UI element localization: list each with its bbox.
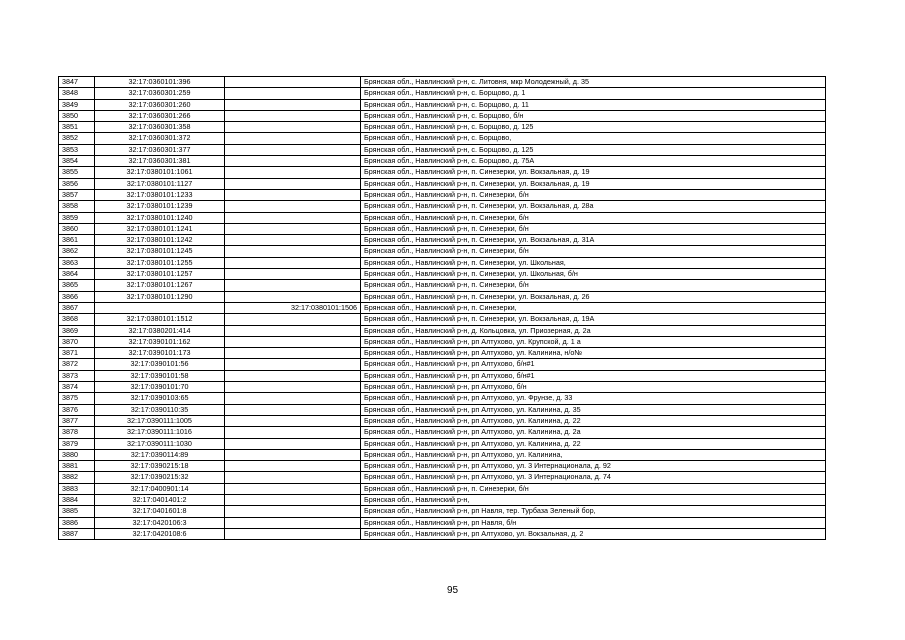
table-row [59,88,826,99]
cadastral-number-alt-cell [225,88,361,99]
address-cell: Брянская обл., Навлинский р-н, п. Синезерки, б/н [361,246,826,257]
row-number-cell: 3861 [59,235,95,246]
cadastral-number-alt-cell [225,472,361,483]
row-number-cell: 3884 [59,494,95,505]
address-cell: Брянская обл., Навлинский р-н, рп Алтухово, ул. Калинина, д. 22 [361,438,826,449]
row-number-cell: 3878 [59,427,95,438]
table-row [59,257,826,268]
row-number-cell: 3853 [59,144,95,155]
cadastral-number-cell: 32:17:0360301:259 [95,88,225,99]
cadastral-number-cell: 32:17:0380101:1512 [95,314,225,325]
row-number-cell: 3874 [59,382,95,393]
row-number-cell: 3877 [59,415,95,426]
cadastral-number-cell: 32:17:0390114:89 [95,449,225,460]
cadastral-number-cell: 32:17:0390111:1030 [95,438,225,449]
address-cell: Брянская обл., Навлинский р-н, рп Алтухово, ул. Фрунзе, д. 33 [361,393,826,404]
address-cell: Брянская обл., Навлинский р-н, п. Синезерки, ул. Вокзальная, д. 19 [361,167,826,178]
cadastral-number-alt-cell [225,449,361,460]
table-row [59,359,826,370]
address-cell: Брянская обл., Навлинский р-н, рп Алтухово, ул. Крупской, д. 1 а [361,336,826,347]
cadastral-number-cell: 32:17:0390101:56 [95,359,225,370]
row-number-cell: 3875 [59,393,95,404]
table-row [59,472,826,483]
row-number-cell: 3887 [59,528,95,539]
table-row [59,99,826,110]
row-number-cell: 3870 [59,336,95,347]
row-number-cell: 3863 [59,257,95,268]
cadastral-number-alt-cell [225,359,361,370]
cadastral-number-cell: 32:17:0390101:70 [95,382,225,393]
address-cell: Брянская обл., Навлинский р-н, с. Литовня, мкр Молодежный, д. 35 [361,77,826,88]
cadastral-number-cell: 32:17:0400901:14 [95,483,225,494]
cadastral-number-alt-cell [225,325,361,336]
registry-table [58,76,826,540]
cadastral-number-alt-cell [225,291,361,302]
cadastral-number-cell: 32:17:0390111:1016 [95,427,225,438]
cadastral-number-cell: 32:17:0360301:358 [95,122,225,133]
cadastral-number-alt-cell [225,461,361,472]
row-number-cell: 3886 [59,517,95,528]
row-number-cell: 3854 [59,156,95,167]
address-cell: Брянская обл., Навлинский р-н, рп Алтухово, ул. Калинина, д. 35 [361,404,826,415]
row-number-cell: 3873 [59,370,95,381]
table-row [59,246,826,257]
cadastral-number-alt-cell [225,517,361,528]
cadastral-number-cell: 32:17:0360301:372 [95,133,225,144]
table-row [59,302,826,313]
table-row [59,189,826,200]
cadastral-number-alt-cell: 32:17:0380101:1506 [225,302,361,313]
row-number-cell: 3858 [59,201,95,212]
address-cell: Брянская обл., Навлинский р-н, рп Алтухово, ул. Калинина, [361,449,826,460]
address-cell: Брянская обл., Навлинский р-н, п. Синезерки, ул. Вокзальная, д. 28а [361,201,826,212]
cadastral-number-alt-cell [225,269,361,280]
cadastral-number-cell: 32:17:0401601:8 [95,506,225,517]
table-row [59,370,826,381]
cadastral-number-cell: 32:17:0380101:1241 [95,223,225,234]
address-cell: Брянская обл., Навлинский р-н, с. Борщово, д. 125 [361,144,826,155]
table-row [59,156,826,167]
table-row [59,517,826,528]
cadastral-number-cell: 32:17:0390101:173 [95,348,225,359]
cadastral-number-alt-cell [225,370,361,381]
table-row [59,167,826,178]
row-number-cell: 3847 [59,77,95,88]
row-number-cell: 3852 [59,133,95,144]
cadastral-number-cell: 32:17:0390215:18 [95,461,225,472]
table-row [59,223,826,234]
cadastral-number-alt-cell [225,506,361,517]
cadastral-number-alt-cell [225,223,361,234]
cadastral-number-alt-cell [225,144,361,155]
row-number-cell: 3862 [59,246,95,257]
table-row [59,528,826,539]
cadastral-number-alt-cell [225,156,361,167]
table-row [59,494,826,505]
address-cell: Брянская обл., Навлинский р-н, п. Синезерки, б/н [361,223,826,234]
cadastral-number-alt-cell [225,314,361,325]
cadastral-number-alt-cell [225,167,361,178]
cadastral-number-cell: 32:17:0401401:2 [95,494,225,505]
table-row [59,404,826,415]
address-cell: Брянская обл., Навлинский р-н, рп Алтухово, б/н [361,382,826,393]
row-number-cell: 3879 [59,438,95,449]
table-row [59,461,826,472]
cadastral-number-cell: 32:17:0380101:1257 [95,269,225,280]
cadastral-number-cell: 32:17:0360301:260 [95,99,225,110]
table-row [59,483,826,494]
table-row [59,201,826,212]
cadastral-number-alt-cell [225,393,361,404]
cadastral-number-cell: 32:17:0380101:1239 [95,201,225,212]
cadastral-number-alt-cell [225,382,361,393]
table-row [59,427,826,438]
address-cell: Брянская обл., Навлинский р-н, с. Борщово, [361,133,826,144]
cadastral-number-cell: 32:17:0360301:266 [95,110,225,121]
address-cell: Брянская обл., Навлинский р-н, п. Синезерки, ул. Школьная, б/н [361,269,826,280]
table-row [59,449,826,460]
cadastral-number-alt-cell [225,212,361,223]
cadastral-number-cell: 32:17:0420108:6 [95,528,225,539]
cadastral-number-cell: 32:17:0380101:1267 [95,280,225,291]
table-row [59,133,826,144]
cadastral-number-cell: 32:17:0380101:1127 [95,178,225,189]
table-row [59,212,826,223]
address-cell: Брянская обл., Навлинский р-н, п. Синезерки, б/н [361,280,826,291]
row-number-cell: 3880 [59,449,95,460]
address-cell: Брянская обл., Навлинский р-н, п. Синезерки, ул. Вокзальная, д. 31А [361,235,826,246]
cadastral-number-cell: 32:17:0390101:162 [95,336,225,347]
table-row [59,291,826,302]
address-cell: Брянская обл., Навлинский р-н, п. Синезерки, ул. Вокзальная, д. 19 [361,178,826,189]
table-row [59,438,826,449]
address-cell: Брянская обл., Навлинский р-н, рп Алтухово, ул. 3 Интернационала, д. 92 [361,461,826,472]
cadastral-number-cell: 32:17:0360301:381 [95,156,225,167]
address-cell: Брянская обл., Навлинский р-н, с. Борщово, д. 1 [361,88,826,99]
address-cell: Брянская обл., Навлинский р-н, п. Синезерки, ул. Вокзальная, д. 26 [361,291,826,302]
cadastral-number-alt-cell [225,99,361,110]
cadastral-number-alt-cell [225,178,361,189]
cadastral-number-alt-cell [225,280,361,291]
address-cell: Брянская обл., Навлинский р-н, рп Алтухово, ул. Калинина, д. 2а [361,427,826,438]
address-cell: Брянская обл., Навлинский р-н, рп Алтухово, ул. Калинина, н/о№ [361,348,826,359]
cadastral-number-alt-cell [225,427,361,438]
address-cell: Брянская обл., Навлинский р-н, д. Кольцовка, ул. Приозерная, д. 2а [361,325,826,336]
row-number-cell: 3869 [59,325,95,336]
address-cell: Брянская обл., Навлинский р-н, рп Алтухово, б/н#1 [361,370,826,381]
table-row [59,110,826,121]
cadastral-number-alt-cell [225,415,361,426]
cadastral-number-alt-cell [225,257,361,268]
row-number-cell: 3868 [59,314,95,325]
cadastral-number-alt-cell [225,110,361,121]
address-cell: Брянская обл., Навлинский р-н, рп Алтухово, ул. Калинина, д. 22 [361,415,826,426]
row-number-cell: 3876 [59,404,95,415]
table-row [59,314,826,325]
cadastral-number-cell: 32:17:0360301:377 [95,144,225,155]
address-cell: Брянская обл., Навлинский р-н, рп Алтухово, б/н#1 [361,359,826,370]
cadastral-number-alt-cell [225,133,361,144]
row-number-cell: 3859 [59,212,95,223]
cadastral-number-alt-cell [225,122,361,133]
table-row [59,269,826,280]
address-cell: Брянская обл., Навлинский р-н, рп Алтухово, ул. 3 Интернационала, д. 74 [361,472,826,483]
row-number-cell: 3856 [59,178,95,189]
row-number-cell: 3885 [59,506,95,517]
cadastral-number-alt-cell [225,235,361,246]
address-cell: Брянская обл., Навлинский р-н, рп Навля, тер. Турбаза Зеленый бор, [361,506,826,517]
address-cell: Брянская обл., Навлинский р-н, с. Борщово, д. 125 [361,122,826,133]
table-row [59,178,826,189]
table-row [59,280,826,291]
row-number-cell: 3849 [59,99,95,110]
page-number: 95 [446,585,459,596]
table-row [59,415,826,426]
address-cell: Брянская обл., Навлинский р-н, с. Борщово, д. 11 [361,99,826,110]
registry-table-body [59,77,826,540]
cadastral-number-cell: 32:17:0420106:3 [95,517,225,528]
cadastral-number-cell: 32:17:0380201:414 [95,325,225,336]
cadastral-number-cell: 32:17:0380101:1255 [95,257,225,268]
cadastral-number-cell: 32:17:0390215:32 [95,472,225,483]
address-cell: Брянская обл., Навлинский р-н, рп Навля, б/н [361,517,826,528]
table-row [59,393,826,404]
cadastral-number-cell [95,302,225,313]
cadastral-number-cell: 32:17:0390110:35 [95,404,225,415]
address-cell: Брянская обл., Навлинский р-н, с. Борщово, д. 75А [361,156,826,167]
row-number-cell: 3871 [59,348,95,359]
table-row [59,235,826,246]
cadastral-number-alt-cell [225,483,361,494]
row-number-cell: 3872 [59,359,95,370]
cadastral-number-cell: 32:17:0380101:1233 [95,189,225,200]
address-cell: Брянская обл., Навлинский р-н, с. Борщово, б/н [361,110,826,121]
cadastral-number-alt-cell [225,438,361,449]
address-cell: Брянская обл., Навлинский р-н, п. Синезерки, ул. Школьная, [361,257,826,268]
table-row [59,336,826,347]
row-number-cell: 3866 [59,291,95,302]
cadastral-number-cell: 32:17:0390101:58 [95,370,225,381]
address-cell: Брянская обл., Навлинский р-н, рп Алтухово, ул. Вокзальная, д. 2 [361,528,826,539]
cadastral-number-cell: 32:17:0380101:1245 [95,246,225,257]
row-number-cell: 3865 [59,280,95,291]
cadastral-number-alt-cell [225,189,361,200]
table-row [59,506,826,517]
cadastral-number-cell: 32:17:0380101:1061 [95,167,225,178]
address-cell: Брянская обл., Навлинский р-н, п. Синезерки, б/н [361,189,826,200]
row-number-cell: 3857 [59,189,95,200]
cadastral-number-alt-cell [225,336,361,347]
cadastral-number-alt-cell [225,77,361,88]
cadastral-number-cell: 32:17:0380101:1290 [95,291,225,302]
row-number-cell: 3855 [59,167,95,178]
cadastral-number-cell: 32:17:0380101:1242 [95,235,225,246]
row-number-cell: 3881 [59,461,95,472]
table-row [59,77,826,88]
cadastral-number-cell: 32:17:0380101:1240 [95,212,225,223]
row-number-cell: 3860 [59,223,95,234]
address-cell: Брянская обл., Навлинский р-н, [361,494,826,505]
cadastral-number-alt-cell [225,494,361,505]
cadastral-number-alt-cell [225,348,361,359]
cadastral-number-alt-cell [225,246,361,257]
row-number-cell: 3883 [59,483,95,494]
row-number-cell: 3882 [59,472,95,483]
row-number-cell: 3851 [59,122,95,133]
row-number-cell: 3850 [59,110,95,121]
row-number-cell: 3867 [59,302,95,313]
cadastral-number-alt-cell [225,201,361,212]
cadastral-number-cell: 32:17:0390103:65 [95,393,225,404]
row-number-cell: 3848 [59,88,95,99]
table-row [59,325,826,336]
table-row [59,122,826,133]
cadastral-number-cell: 32:17:0360101:396 [95,77,225,88]
cadastral-number-cell: 32:17:0390111:1005 [95,415,225,426]
cadastral-number-alt-cell [225,404,361,415]
table-row [59,144,826,155]
row-number-cell: 3864 [59,269,95,280]
table-row [59,382,826,393]
address-cell: Брянская обл., Навлинский р-н, п. Синезерки, ул. Вокзальная, д. 19А [361,314,826,325]
cadastral-number-alt-cell [225,528,361,539]
address-cell: Брянская обл., Навлинский р-н, п. Синезерки, [361,302,826,313]
table-row [59,348,826,359]
address-cell: Брянская обл., Навлинский р-н, п. Синезерки, б/н [361,483,826,494]
address-cell: Брянская обл., Навлинский р-н, п. Синезерки, б/н [361,212,826,223]
